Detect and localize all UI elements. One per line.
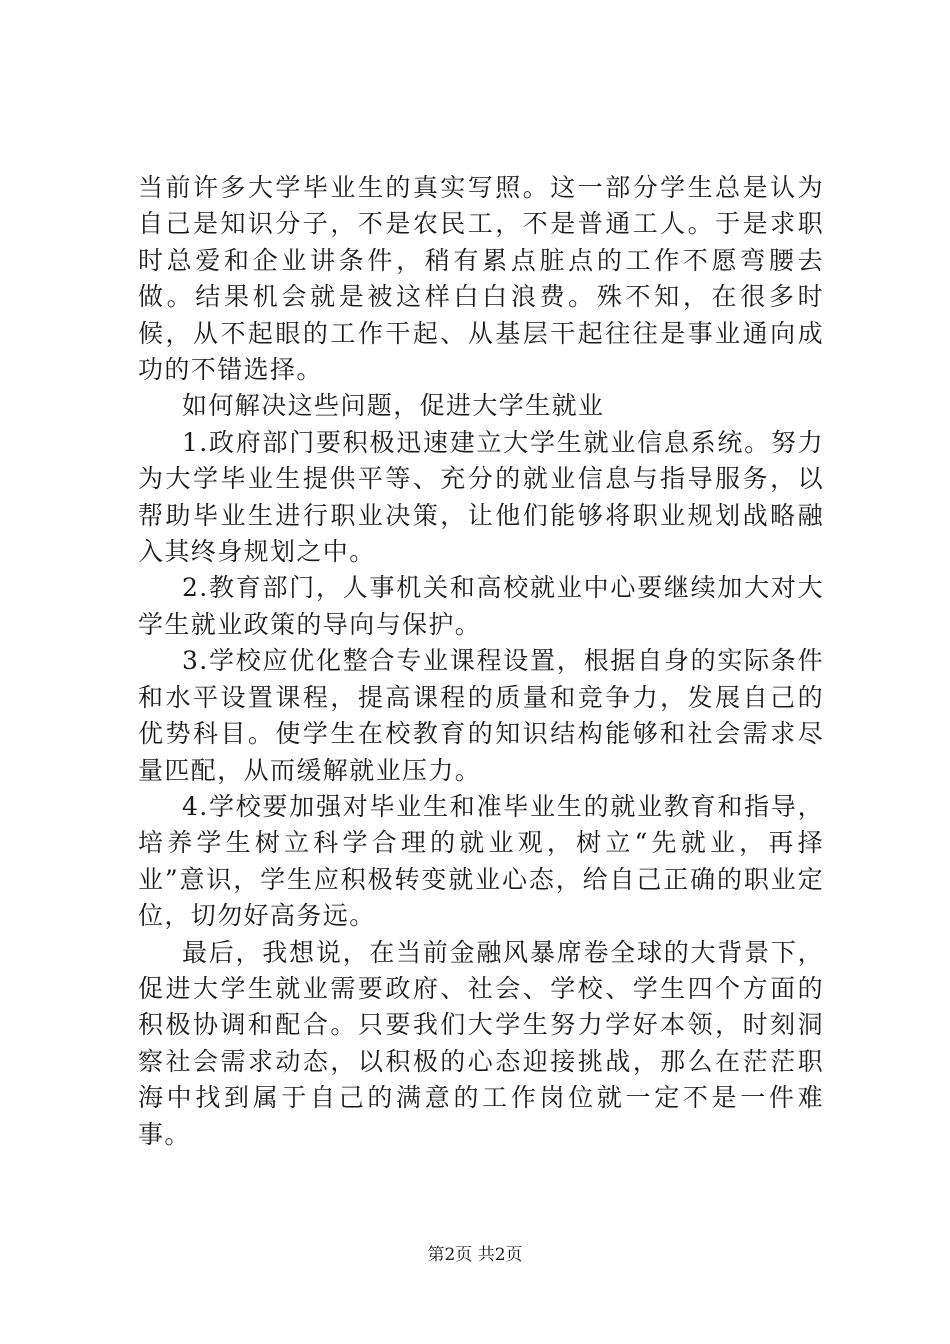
document-body	[138, 170, 824, 1153]
paragraph-item-3: 3.学校应优化整合专业课程设置，根据自身的实际条件和水平设置课程，提高课程的质量和竞争力，发展自己的优势科目。使学生在校教育的知识结构能够和社会需求尽量匹配，从而缓解就业压力。	[138, 646, 824, 785]
paragraph-item-2: 2.教育部门，人事机关和高校就业中心要继续加大对大学生就业政策的导向与保护。	[138, 573, 824, 639]
paragraph-item-4: 4.学校要加强对毕业生和准毕业生的就业教育和指导，培养学生树立科学合理的就业观，树立“先就业，再择业”意识，学生应积极转变就业心态，给自己正确的职业定位，切勿好高务远。	[138, 791, 824, 931]
paragraph-intro: 当前许多大学毕业生的真实写照。这一部分学生总是认为自己是知识分子，不是农民工，不是普通工人。于是求职时总爱和企业讲条件，稍有累点脏点的工作不愿弯腰去做。结果机会就是被这样白白浪费。殊不知，在很多时候，从不起眼的工作干起、从基层干起往往是事业通向成功的不错选择。	[138, 173, 824, 385]
paragraph-conclusion: 最后，我想说，在当前金融风暴席卷全球的大背景下，促进大学生就业需要政府、社会、学校、学生四个方面的积极协调和配合。只要我们大学生努力学好本领，时刻洞察社会需求动态，以积极的心态迎接挑战，那么在茫茫职海中找到属于自己的满意的工作岗位就一定不是一件难事。	[138, 937, 824, 1149]
paragraph-item-1: 1.政府部门要积极迅速建立大学生就业信息系统。努力为大学毕业生提供平等、充分的就业信息与指导服务，以帮助毕业生进行职业决策，让他们能够将职业规划战略融入其终身规划之中。	[138, 427, 824, 567]
page-footer: 第2页 共2页	[427, 1245, 523, 1265]
paragraph-heading-solutions: 如何解决这些问题，促进大学生就业	[182, 391, 605, 421]
